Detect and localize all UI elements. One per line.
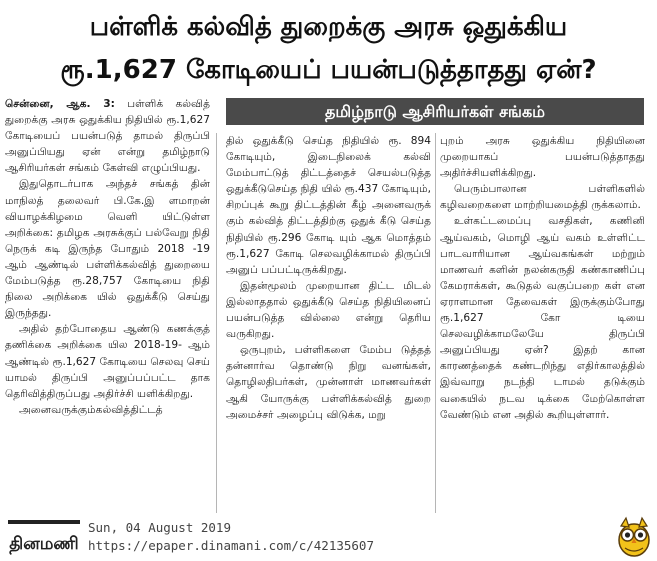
article-paragraph: புறம் அரசு ஒதுக்கிய நிதியினை முறையாகப் பயன்படுத்தாதது அதிர்ச்சியளிக்கிறது. <box>440 135 645 180</box>
lead-text: பள்ளிக் கல்வித் துறைக்கு அரசு ஒதுக்கிய நிதியில் ரூ.1,627 கோடியைப் பயன்படுத் தாமல் திருப்பி அனுப்பியது ஏன் என்று தமிழ்நாடு ஆசிரியர்கள் சங்கம் கேள்வி எழுப்பியது. <box>5 98 211 175</box>
article-paragraph: இதுதொடர்பாக அந்தச் சங்கத் தின் மாநிலத் தலைவர் பி.கே.இ ளமாறன் வியாழக்கிழமை வெளி யிட்டுள்ள அறிக்கை: தமிழக அரசுக்குப் பல்வேறு நிதி நெருக் கடி இருந்த போதும் 2018 -19 ஆம் ஆண்டில் பள்ளிக்கல்வித் துறையை மேம்படுத்த ரூ.28,757 கோடியை நிதி நிலை அறிக்கை யில் ஒதுக்கீடு செய்து இருந்தது. <box>5 178 210 320</box>
article-column-2 <box>226 133 431 423</box>
article-paragraph: தில் ஒதுக்கீடு செய்த நிதியில் ரூ. 894 கோடியும், இடைநிலைக் கல்வி மேம்பாட்டுத் திட்டத்தைச் செயல்படுத்த ஒதுக்கீடுசெய்த நிதி யில் ரூ.437 கோடியும், சிறப்புக் கூறு திட்டத்தின் கீழ் அனைவருக் கும் கல்வித் திட்டத்திற்கு ஒதுக் கீடு செய்த நிதியில் ரூ.296 கோடி யும் ஆக மொத்தம் ரூ.1,627 கோடி செலவழிக்காமல் திருப்பி அனுப் பப்பட்டிருக்கிறது. <box>226 135 431 276</box>
lead-paragraph <box>5 96 210 176</box>
article-paragraph: ஒருபுறம், பள்ளிகளை மேம்ப டுத்தத் தன்னார்வ தொண்டு நிறு வனங்கள், தொழிலதிபர்கள், முன்னாள் மாணவர்கள் ஆகி யோருக்கு பள்ளிக்கல்வித் துறை அமைச்சர் அழைப்பு விடுக்க, மறு <box>226 344 431 421</box>
article-column-1 <box>5 96 210 418</box>
dinamani-logo <box>6 518 82 558</box>
logo-wordmark: தினமணி <box>9 534 79 554</box>
column-divider <box>435 133 436 513</box>
publication-date: Sun, 04 August 2019 <box>88 520 231 535</box>
article-paragraph: அனைவருக்கும்கல்வித்திட்டத் <box>19 403 163 416</box>
logo-top-rule <box>8 520 80 524</box>
source-url[interactable]: https://epaper.dinamani.com/c/42135607 <box>88 538 374 553</box>
article-paragraph: அதில் தற்போதைய ஆண்டு கணக்குத் தணிக்கை அறிக்கை யில 2018-19- ஆம் ஆண்டில் ரூ.1,627 கோடியை செலவு செய் யாமல் திருப்பி அனுப்பப்பட்ட தாக தெரிவித்திருப்பது அதிர்ச்சி யளிக்கிறது. <box>5 323 210 400</box>
headline-line-1: பள்ளிக் கல்வித் துறைக்கு அரசு ஒதுக்கிய <box>89 12 568 42</box>
article-paragraph: இதன்மூலம் முறையான திட்ட மிடல் இல்லாததால் ஒதுக்கீடு செய்த நிதியினைப் பயன்படுத்த வில்லை என்று தெரிய வருகிறது. <box>226 279 431 341</box>
owl-mascot-icon <box>615 516 653 558</box>
article-paragraph: உள்கட்டமைப்பு வசதிகள், கணினி ஆய்வகம், மொழி ஆய் வகம் உள்ளிட்ட பாடவாரியான ஆய்வகங்கள் மற்றும் மாணவர் களின் நலன்கருதி கண்காணிப்பு கேமராக்கள், கூடுதல் வகுப்பறை கள் என ஏராளமான தேவைகள் இருக்கும்போது ரூ.1,627 கோ டியை செலவழிக்காமலேயே திருப்பி அனுப்பியது ஏன்? இதற் கான காரணத்தைக் கண்டறிந்து எதிர்காலத்தில் இவ்வாறு நடந்தி டாமல் தடுக்கும் வகையில் நடவ டிக்கை மேற்கொள்ள வேண்டும் என அதில் கூறியுள்ளார். <box>440 215 645 421</box>
dateline: சென்னை, ஆக. 3: <box>5 98 115 110</box>
headline-line-2: ரூ.1,627 கோடியைப் பயன்படுத்தாதது ஏன்? <box>60 55 597 85</box>
column-divider <box>216 133 217 513</box>
article-column-3 <box>440 133 645 423</box>
article-paragraph: பெரும்பாலான பள்ளிகளில் கழிவறைகளை மாற்றியமைத்தி ருக்கலாம். <box>440 183 645 212</box>
subheading-banner: தமிழ்நாடு ஆசிரியர்கள் சங்கம் <box>226 98 644 125</box>
